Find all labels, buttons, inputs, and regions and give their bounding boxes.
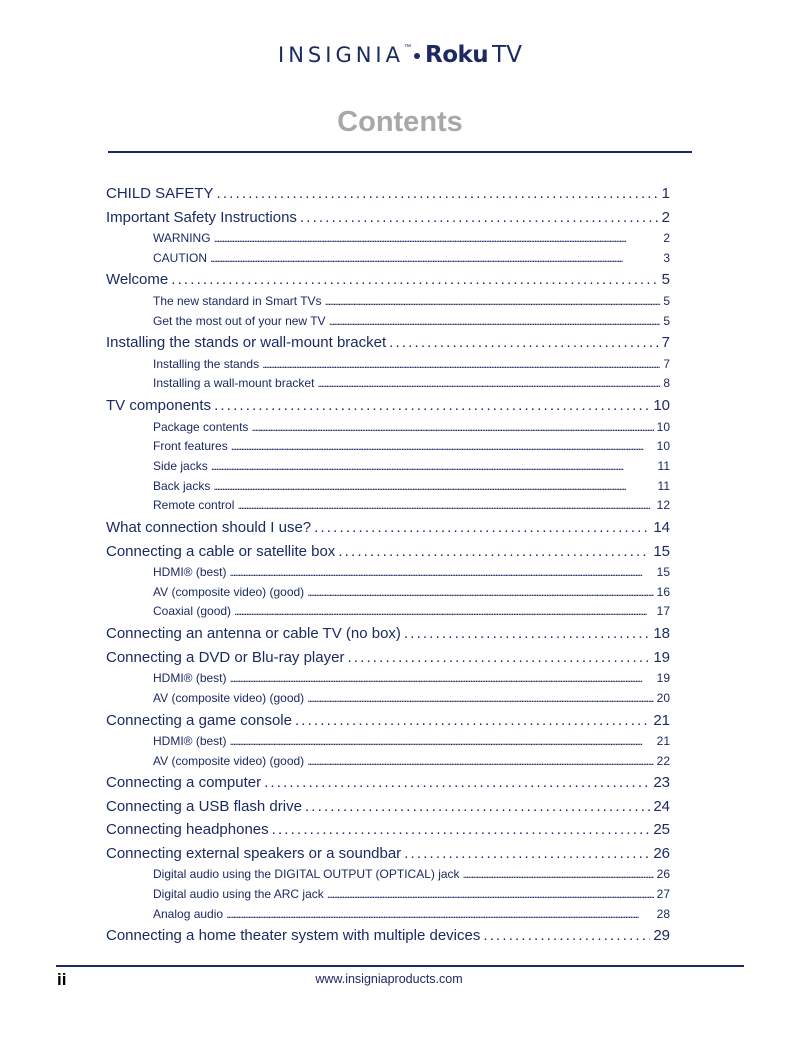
toc-subentry[interactable] (106, 689, 670, 709)
toc-entry-page: 10 (653, 397, 670, 415)
toc-entry-label: Digital audio using the DIGITAL OUTPUT (OPTICAL) jack (153, 867, 460, 882)
toc-dot-leader (307, 583, 653, 603)
toc-entry-label: Connecting headphones (106, 821, 269, 839)
toc-entry[interactable] (106, 842, 670, 866)
footer-divider (56, 965, 744, 967)
toc-dot-leader (307, 752, 653, 772)
toc-entry-label: Installing the stands (153, 356, 260, 371)
table-of-contents (106, 182, 670, 948)
toc-dot-leader (264, 771, 650, 795)
toc-entry-page: 10 (656, 439, 670, 454)
toc-entry-label: Connecting a USB flash drive (106, 797, 302, 815)
toc-dot-leader (214, 229, 661, 249)
toc-subentry[interactable] (106, 249, 670, 269)
toc-entry-page: 29 (653, 927, 670, 945)
toc-dot-leader (230, 563, 654, 583)
toc-entry-label: Digital audio using the ARC jack (153, 887, 324, 902)
toc-entry-page: 7 (661, 334, 670, 352)
toc-dot-leader (211, 457, 655, 477)
toc-dot-leader (389, 331, 659, 355)
toc-entry-page: 5 (663, 293, 670, 308)
logo-roku: Roku (424, 42, 489, 68)
toc-entry-label: AV (composite video) (good) (153, 690, 305, 705)
toc-subentry[interactable] (106, 669, 670, 689)
toc-dot-leader (305, 795, 650, 819)
toc-entry-page: 25 (653, 821, 670, 839)
toc-entry-label: AV (composite video) (good) (153, 584, 305, 599)
toc-entry[interactable] (106, 924, 670, 948)
toc-entry-label: Connecting a DVD or Blu-ray player (106, 648, 345, 666)
toc-dot-leader (171, 268, 658, 292)
toc-entry-label: Welcome (106, 271, 169, 289)
toc-entry-page: 26 (656, 867, 670, 882)
toc-subentry[interactable] (106, 312, 670, 332)
toc-entry-page: 3 (663, 250, 670, 265)
toc-entry-label: Side jacks (153, 459, 208, 473)
toc-entry-label: AV (composite video) (good) (153, 753, 305, 768)
toc-entry[interactable] (106, 795, 670, 819)
toc-dot-leader (230, 732, 654, 752)
toc-entry-page: 1 (661, 185, 670, 202)
toc-entry-label: WARNING (153, 231, 211, 245)
toc-dot-leader (272, 818, 651, 842)
toc-entry[interactable] (106, 206, 670, 230)
toc-dot-leader (210, 249, 660, 269)
toc-dot-leader (231, 437, 654, 457)
toc-entry-page: 2 (663, 231, 670, 245)
toc-subentry[interactable] (106, 885, 670, 905)
toc-subentry[interactable] (106, 905, 670, 925)
toc-subentry[interactable] (106, 865, 670, 885)
toc-entry-page: 17 (656, 604, 670, 619)
toc-entry-page: 21 (653, 711, 670, 729)
toc-entry-page: 26 (653, 844, 670, 862)
toc-dot-leader (463, 865, 654, 885)
toc-subentry[interactable] (106, 602, 670, 622)
toc-entry-page: 2 (661, 208, 670, 226)
toc-subentry[interactable] (106, 229, 670, 249)
toc-entry[interactable] (106, 771, 670, 795)
logo-trademark: ™ (403, 44, 411, 51)
toc-entry[interactable] (106, 331, 670, 355)
toc-entry-label: The new standard in Smart TVs (153, 293, 322, 308)
toc-dot-leader (262, 355, 660, 375)
toc-entry-page: 15 (653, 542, 670, 560)
toc-entry-page: 16 (656, 584, 670, 599)
page-number: ii (57, 970, 67, 989)
toc-entry-label: Installing the stands or wall-mount bracket (106, 334, 387, 352)
toc-entry-page: 10 (656, 419, 670, 434)
logo-dot-icon (414, 53, 420, 59)
toc-entry-label: CHILD SAFETY (106, 185, 214, 202)
toc-dot-leader (217, 182, 659, 206)
toc-dot-leader (230, 669, 654, 689)
toc-dot-leader (325, 292, 661, 312)
toc-entry-label: Remote control (153, 498, 235, 513)
toc-entry-label: Connecting a computer (106, 774, 262, 792)
toc-entry-page: 21 (656, 734, 670, 748)
toc-dot-leader (314, 516, 650, 540)
toc-entry-label: Coaxial (good) (153, 604, 232, 619)
footer-url[interactable]: www.insigniaproducts.com (315, 972, 463, 986)
toc-dot-leader (347, 646, 650, 670)
toc-dot-leader (317, 374, 660, 394)
toc-dot-leader (404, 842, 650, 866)
toc-entry[interactable] (106, 182, 670, 206)
toc-entry-label: Connecting a game console (106, 711, 292, 729)
toc-dot-leader (307, 689, 653, 709)
toc-entry-page: 14 (653, 519, 670, 537)
toc-subentry[interactable] (106, 583, 670, 603)
toc-dot-leader (295, 709, 650, 733)
toc-subentry[interactable] (106, 292, 670, 312)
toc-entry-label: Get the most out of your new TV (153, 313, 326, 328)
toc-entry-page: 23 (653, 774, 670, 792)
toc-subentry[interactable] (106, 732, 670, 752)
toc-entry-page: 12 (656, 498, 670, 513)
toc-subentry[interactable] (106, 457, 670, 477)
brand-logo (0, 42, 800, 68)
toc-entry[interactable] (106, 622, 670, 646)
toc-entry-label: Connecting external speakers or a soundbar (106, 844, 402, 862)
toc-entry[interactable] (106, 709, 670, 733)
toc-dot-leader (226, 905, 654, 925)
toc-entry[interactable] (106, 646, 670, 670)
toc-entry-label: HDMI® (best) (153, 734, 227, 748)
toc-dot-leader (327, 885, 654, 905)
toc-dot-leader (214, 394, 650, 418)
toc-entry-label: HDMI® (best) (153, 565, 227, 580)
toc-subentry[interactable] (106, 355, 670, 375)
toc-entry-page: 24 (653, 797, 670, 815)
title-divider (108, 151, 692, 153)
toc-dot-leader (237, 496, 653, 516)
toc-subentry[interactable] (106, 418, 670, 438)
toc-entry-page: 15 (656, 565, 670, 580)
toc-dot-leader (213, 477, 654, 497)
toc-entry-label: Installing a wall-mount bracket (153, 376, 315, 391)
toc-entry-label: Connecting a home theater system with multiple devices (106, 927, 481, 945)
toc-entry-label: HDMI® (best) (153, 671, 227, 686)
toc-entry-page: 27 (656, 887, 670, 902)
toc-subentry[interactable] (106, 437, 670, 457)
toc-entry-label: Analog audio (153, 906, 224, 921)
toc-entry[interactable] (106, 268, 670, 292)
toc-entry-label: Connecting a cable or satellite box (106, 542, 336, 560)
toc-dot-leader (338, 540, 650, 564)
toc-entry-label: CAUTION (153, 250, 207, 265)
toc-entry-page: 7 (663, 356, 670, 371)
toc-subentry[interactable] (106, 477, 670, 497)
toc-entry-label: Connecting an antenna or cable TV (no box) (106, 625, 401, 643)
toc-dot-leader (404, 622, 650, 646)
toc-entry-page: 5 (663, 313, 670, 328)
toc-entry-label: Front features (153, 439, 228, 454)
toc-dot-leader (329, 312, 661, 332)
toc-entry[interactable] (106, 540, 670, 564)
toc-dot-leader (300, 206, 659, 230)
toc-entry[interactable] (106, 516, 670, 540)
logo-insignia: INSIGNIA (278, 43, 404, 67)
toc-entry-label: Package contents (153, 419, 249, 434)
toc-entry-page: 22 (656, 753, 670, 768)
toc-entry-label: Back jacks (153, 478, 211, 493)
toc-dot-leader (251, 418, 653, 438)
toc-dot-leader (234, 602, 654, 622)
toc-subentry[interactable] (106, 752, 670, 772)
toc-entry-page: 11 (657, 478, 670, 493)
toc-entry-page: 28 (656, 906, 670, 921)
toc-entry-page: 8 (663, 376, 670, 391)
toc-dot-leader (483, 924, 650, 948)
toc-subentry[interactable] (106, 563, 670, 583)
toc-entry-page: 19 (653, 648, 670, 666)
toc-entry-page: 18 (653, 625, 670, 643)
toc-entry-page: 20 (656, 690, 670, 705)
logo-tv: TV (492, 42, 522, 68)
toc-subentry[interactable] (106, 496, 670, 516)
toc-subentry[interactable] (106, 374, 670, 394)
toc-entry-page: 19 (656, 671, 670, 686)
toc-entry-label: TV components (106, 397, 212, 415)
toc-entry[interactable] (106, 818, 670, 842)
toc-entry-page: 11 (657, 459, 670, 473)
page-title: Contents (337, 106, 463, 138)
toc-entry-page: 5 (661, 271, 670, 289)
toc-entry[interactable] (106, 394, 670, 418)
toc-entry-label: Important Safety Instructions (106, 208, 297, 226)
toc-entry-label: What connection should I use? (106, 519, 312, 537)
